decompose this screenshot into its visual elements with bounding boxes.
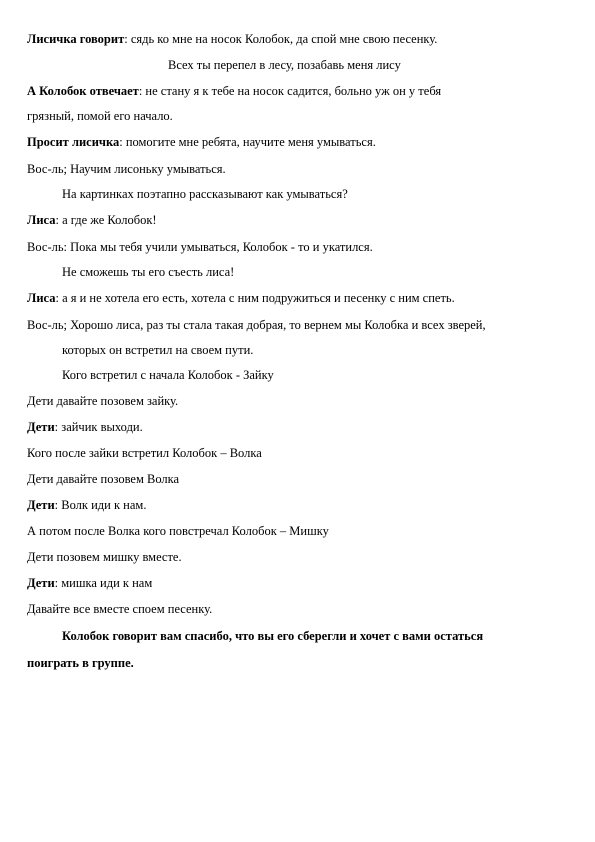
line-text: Вос-ль: Пока мы тебя учили умываться, Колобок - то и укатился. [27,240,373,254]
speaker-label: Дети [27,498,55,512]
text-line [62,186,348,202]
line-text: поиграть в группе. [27,656,134,670]
line-text: Дети давайте позовем Волка [27,472,180,486]
line-text: На картинках поэтапно рассказывают как умываться? [62,187,348,201]
line-text: Давайте все вместе споем песенку. [27,602,213,616]
text-line [27,212,157,228]
line-text: Дети давайте позовем зайку. [27,394,179,408]
text-line [27,419,143,435]
text-line [62,367,274,383]
line-text: : Волк иди к нам. [54,498,147,512]
text-line [27,317,486,333]
text-line [27,445,262,461]
text-line [27,31,437,47]
line-text: Вос-ль; Научим лисоньку умываться. [27,162,226,176]
line-text: : зайчик выходи. [54,420,143,434]
line-text: Вос-ль; Хорошо лиса, раз ты стала такая добрая, то вернем мы Колобка и всех зверей, [27,318,486,332]
line-text: : сядь ко мне на носок Колобок, да спой мне свою песенку. [124,32,438,46]
text-line [27,134,376,150]
line-text: Всех ты перепел в лесу, позабавь меня лису [168,58,401,72]
text-line [27,108,173,124]
speaker-label: А Колобок отвечает [27,84,139,98]
text-line [62,342,253,358]
line-text: Колобок говорит вам спасибо, что вы его сберегли и хочет с вами остаться [62,629,484,643]
line-text: : а где же Колобок! [55,213,157,227]
line-text: Дети позовем мишку вместе. [27,550,182,564]
text-line [27,497,146,513]
closing-line [62,628,483,644]
text-line [168,57,401,73]
text-line [27,161,226,177]
speaker-label: Лиса [27,291,56,305]
speaker-label: Просит лисичка [27,135,120,149]
text-line [27,601,212,617]
text-line [27,83,441,99]
text-line [27,239,373,255]
speaker-label: Лиса [27,213,56,227]
speaker-label: Лисичка говорит [27,32,125,46]
line-text: : а я и не хотела его есть, хотела с ним подружиться и песенку с ним спеть. [55,291,455,305]
speaker-label: Дети [27,576,55,590]
line-text: А потом после Волка кого повстречал Колобок – Мишку [27,524,329,538]
line-text: Кого после зайки встретил Колобок – Волка [27,446,262,460]
text-line [27,471,179,487]
text-line [27,393,178,409]
text-line [27,290,455,306]
line-text: Не сможешь ты его съесть лиса! [62,265,235,279]
speaker-label: Дети [27,420,55,434]
line-text: Кого встретил с начала Колобок - Зайку [62,368,274,382]
line-text: грязный, помой его начало. [27,109,173,123]
line-text: которых он встретил на своем пути. [62,343,254,357]
text-line [62,264,234,280]
line-text: : мишка иди к нам [54,576,153,590]
line-text: : не стану я к тебе на носок садится, больно уж он у тебя [138,84,442,98]
line-text: : помогите мне ребята, научите меня умываться. [119,135,376,149]
text-line [27,549,182,565]
text-line [27,523,329,539]
closing-line [27,655,134,671]
text-line [27,575,152,591]
